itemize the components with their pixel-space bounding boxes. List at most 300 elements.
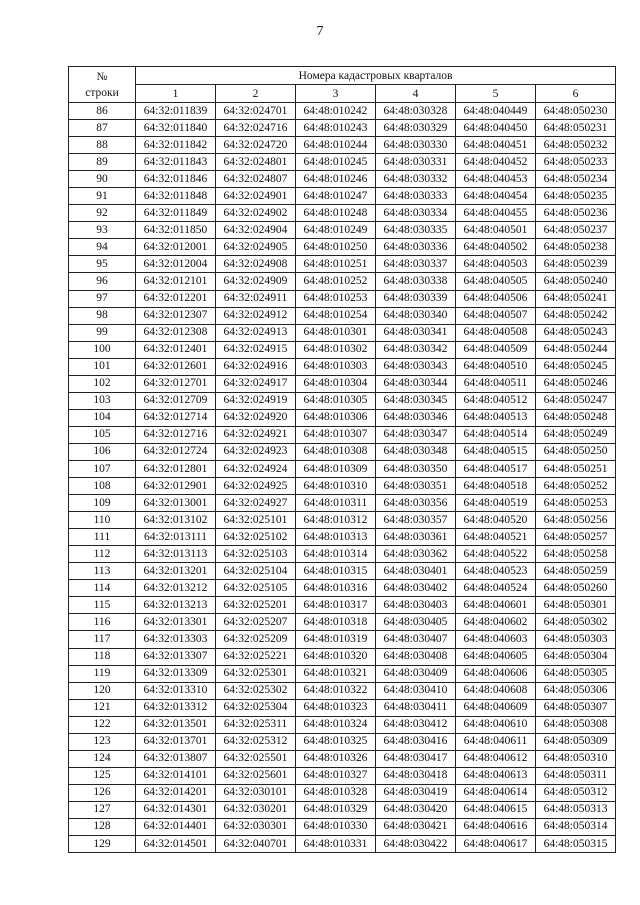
cadastral-number-cell: 64:48:050242 [536,307,616,324]
cadastral-number-cell: 64:48:030401 [376,563,456,580]
cadastral-number-cell: 64:48:010251 [296,256,376,273]
row-number-cell: 98 [69,307,136,324]
cadastral-number-cell: 64:48:040611 [456,733,536,750]
cadastral-number-cell: 64:32:013807 [136,750,216,767]
cadastral-number-cell: 64:32:024923 [216,443,296,460]
column-number-header: 1 [136,85,216,103]
cadastral-number-cell: 64:48:040522 [456,546,536,563]
row-number-cell: 119 [69,665,136,682]
cadastral-number-cell: 64:32:024904 [216,222,296,239]
cadastral-number-cell: 64:48:030402 [376,580,456,597]
column-number-header: 5 [456,85,536,103]
cadastral-number-cell: 64:48:040510 [456,358,536,375]
cadastral-number-cell: 64:48:030350 [376,460,456,477]
row-number-cell: 104 [69,409,136,426]
cadastral-quarters-table [68,66,616,853]
table-row [69,375,616,392]
cadastral-number-cell: 64:48:010315 [296,563,376,580]
cadastral-number-cell: 64:32:030201 [216,801,296,818]
cadastral-number-cell: 64:48:050314 [536,818,616,835]
table-row [69,665,616,682]
row-number-cell: 103 [69,392,136,409]
cadastral-number-cell: 64:48:040507 [456,307,536,324]
cadastral-number-cell: 64:32:013301 [136,614,216,631]
cadastral-number-cell: 64:32:014501 [136,836,216,853]
table-row [69,341,616,358]
table-header [69,67,616,103]
cadastral-number-cell: 64:48:010250 [296,239,376,256]
cadastral-number-cell: 64:48:050237 [536,222,616,239]
cadastral-number-cell: 64:32:025209 [216,631,296,648]
cadastral-number-cell: 64:48:040617 [456,836,536,853]
cadastral-number-cell: 64:48:050230 [536,103,616,120]
cadastral-number-cell: 64:48:050243 [536,324,616,341]
cadastral-number-cell: 64:48:050250 [536,443,616,460]
cadastral-number-cell: 64:32:030301 [216,818,296,835]
cadastral-number-cell: 64:48:010305 [296,392,376,409]
cadastral-number-cell: 64:48:040616 [456,818,536,835]
table-row [69,818,616,835]
cadastral-number-cell: 64:48:040515 [456,443,536,460]
cadastral-number-cell: 64:32:011850 [136,222,216,239]
cadastral-number-cell: 64:32:024801 [216,154,296,171]
row-number-cell: 89 [69,154,136,171]
cadastral-number-cell: 64:48:040524 [456,580,536,597]
cadastral-number-cell: 64:32:011843 [136,154,216,171]
cadastral-number-cell: 64:48:040503 [456,256,536,273]
row-number-cell: 105 [69,426,136,443]
row-number-cell: 121 [69,699,136,716]
cadastral-number-cell: 64:48:040605 [456,648,536,665]
cadastral-number-cell: 64:48:040615 [456,801,536,818]
cadastral-number-cell: 64:48:010314 [296,546,376,563]
cadastral-number-cell: 64:32:013310 [136,682,216,699]
cadastral-number-cell: 64:48:050238 [536,239,616,256]
cadastral-number-cell: 64:48:030405 [376,614,456,631]
cadastral-number-cell: 64:48:010318 [296,614,376,631]
cadastral-number-cell: 64:32:013309 [136,665,216,682]
cadastral-number-cell: 64:32:025105 [216,580,296,597]
row-number-cell: 118 [69,648,136,665]
table-row [69,614,616,631]
row-number-cell: 106 [69,443,136,460]
cadastral-number-cell: 64:48:040518 [456,478,536,495]
row-number-cell: 88 [69,137,136,154]
cadastral-number-cell: 64:48:010246 [296,171,376,188]
cadastral-number-cell: 64:48:050246 [536,375,616,392]
cadastral-number-cell: 64:32:014301 [136,801,216,818]
table-row [69,205,616,222]
cadastral-number-cell: 64:48:030348 [376,443,456,460]
cadastral-number-cell: 64:32:013113 [136,546,216,563]
cadastral-number-cell: 64:48:050306 [536,682,616,699]
page-number: 7 [316,24,324,39]
row-number-cell: 115 [69,597,136,614]
cadastral-number-cell: 64:48:010326 [296,750,376,767]
cadastral-number-cell: 64:32:013213 [136,597,216,614]
cadastral-number-cell: 64:48:010304 [296,375,376,392]
cadastral-number-cell: 64:32:025501 [216,750,296,767]
cadastral-number-cell: 64:32:011839 [136,103,216,120]
cadastral-number-cell: 64:48:050301 [536,597,616,614]
cadastral-number-cell: 64:32:013001 [136,495,216,512]
cadastral-number-cell: 64:48:040511 [456,375,536,392]
row-number-cell: 129 [69,836,136,853]
cadastral-number-cell: 64:48:040450 [456,120,536,137]
cadastral-number-cell: 64:32:025207 [216,614,296,631]
cadastral-number-cell: 64:48:010243 [296,120,376,137]
cadastral-number-cell: 64:32:012201 [136,290,216,307]
cadastral-number-cell: 64:48:050253 [536,495,616,512]
cadastral-number-cell: 64:48:010322 [296,682,376,699]
cadastral-number-cell: 64:48:040509 [456,341,536,358]
cadastral-number-cell: 64:48:040502 [456,239,536,256]
cadastral-number-cell: 64:32:012308 [136,324,216,341]
table-row [69,546,616,563]
cadastral-number-cell: 64:48:050303 [536,631,616,648]
cadastral-number-cell: 64:48:010253 [296,290,376,307]
cadastral-number-cell: 64:48:040610 [456,716,536,733]
cadastral-number-cell: 64:32:024911 [216,290,296,307]
table-row [69,392,616,409]
cadastral-number-cell: 64:32:025201 [216,597,296,614]
cadastral-number-cell: 64:48:030340 [376,307,456,324]
cadastral-number-cell: 64:48:050234 [536,171,616,188]
row-number-cell: 87 [69,120,136,137]
cadastral-number-cell: 64:48:030334 [376,205,456,222]
row-number-cell: 108 [69,478,136,495]
table-row [69,443,616,460]
table-row [69,460,616,477]
cadastral-number-cell: 64:48:050310 [536,750,616,767]
cadastral-number-cell: 64:48:010331 [296,836,376,853]
cadastral-number-cell: 64:48:030345 [376,392,456,409]
group-title-header: Номера кадастровых кварталов [136,67,616,85]
row-number-cell: 127 [69,801,136,818]
cadastral-number-cell: 64:48:030412 [376,716,456,733]
cadastral-number-cell: 64:48:030329 [376,120,456,137]
cadastral-number-cell: 64:32:013501 [136,716,216,733]
cadastral-number-cell: 64:48:010245 [296,154,376,171]
cadastral-number-cell: 64:48:040614 [456,784,536,801]
cadastral-number-cell: 64:48:050260 [536,580,616,597]
cadastral-number-cell: 64:48:040601 [456,597,536,614]
cadastral-number-cell: 64:48:050305 [536,665,616,682]
cadastral-number-cell: 64:48:030338 [376,273,456,290]
table-row [69,256,616,273]
cadastral-number-cell: 64:48:050315 [536,836,616,853]
cadastral-number-cell: 64:32:024919 [216,392,296,409]
row-number-cell: 94 [69,239,136,256]
cadastral-number-cell: 64:48:040455 [456,205,536,222]
cadastral-number-cell: 64:48:030341 [376,324,456,341]
cadastral-number-cell: 64:48:050235 [536,188,616,205]
row-number-cell: 120 [69,682,136,699]
table-row [69,409,616,426]
cadastral-number-cell: 64:48:050245 [536,358,616,375]
table-row [69,103,616,120]
column-number-header: 3 [296,85,376,103]
cadastral-number-cell: 64:48:030418 [376,767,456,784]
row-number-cell: 114 [69,580,136,597]
cadastral-number-cell: 64:48:010301 [296,324,376,341]
cadastral-number-cell: 64:32:012004 [136,256,216,273]
cadastral-number-cell: 64:32:012724 [136,443,216,460]
table-row [69,171,616,188]
cadastral-number-cell: 64:48:010252 [296,273,376,290]
cadastral-number-cell: 64:48:010320 [296,648,376,665]
cadastral-number-cell: 64:32:024917 [216,375,296,392]
cadastral-number-cell: 64:48:050251 [536,460,616,477]
cadastral-number-cell: 64:48:040514 [456,426,536,443]
cadastral-number-cell: 64:48:010312 [296,512,376,529]
cadastral-number-cell: 64:48:030407 [376,631,456,648]
cadastral-number-cell: 64:48:030403 [376,597,456,614]
row-number-header-line1: № [96,70,108,83]
cadastral-number-cell: 64:32:024916 [216,358,296,375]
row-number-cell: 102 [69,375,136,392]
cadastral-number-cell: 64:32:012716 [136,426,216,443]
cadastral-number-cell: 64:32:012001 [136,239,216,256]
cadastral-number-cell: 64:48:030419 [376,784,456,801]
cadastral-number-cell: 64:48:010327 [296,767,376,784]
cadastral-number-cell: 64:48:050304 [536,648,616,665]
cadastral-number-cell: 64:48:030409 [376,665,456,682]
cadastral-number-cell: 64:32:011846 [136,171,216,188]
cadastral-number-cell: 64:48:040609 [456,699,536,716]
cadastral-number-cell: 64:48:040505 [456,273,536,290]
table-row [69,478,616,495]
cadastral-number-cell: 64:48:010254 [296,307,376,324]
cadastral-number-cell: 64:48:010324 [296,716,376,733]
row-number-cell: 99 [69,324,136,341]
row-number-cell: 101 [69,358,136,375]
cadastral-number-cell: 64:48:010311 [296,495,376,512]
cadastral-number-cell: 64:48:050302 [536,614,616,631]
cadastral-number-cell: 64:48:030362 [376,546,456,563]
cadastral-number-cell: 64:32:024915 [216,341,296,358]
cadastral-number-cell: 64:48:040521 [456,529,536,546]
cadastral-number-cell: 64:48:040523 [456,563,536,580]
cadastral-number-cell: 64:32:024902 [216,205,296,222]
table-row [69,358,616,375]
cadastral-number-cell: 64:48:040506 [456,290,536,307]
table-row [69,580,616,597]
cadastral-number-cell: 64:48:050256 [536,512,616,529]
table-row [69,307,616,324]
cadastral-number-cell: 64:48:030344 [376,375,456,392]
cadastral-number-cell: 64:48:030357 [376,512,456,529]
cadastral-number-cell: 64:32:024913 [216,324,296,341]
cadastral-number-cell: 64:32:024924 [216,460,296,477]
row-number-cell: 116 [69,614,136,631]
cadastral-number-cell: 64:48:030351 [376,478,456,495]
row-number-cell: 97 [69,290,136,307]
cadastral-number-cell: 64:32:025104 [216,563,296,580]
table-row [69,154,616,171]
cadastral-number-cell: 64:32:025102 [216,529,296,546]
row-number-cell: 112 [69,546,136,563]
cadastral-number-cell: 64:32:025311 [216,716,296,733]
cadastral-number-cell: 64:48:030347 [376,426,456,443]
table-row [69,631,616,648]
cadastral-number-cell: 64:48:040608 [456,682,536,699]
cadastral-number-cell: 64:32:024927 [216,495,296,512]
table-row [69,324,616,341]
cadastral-number-cell: 64:48:040451 [456,137,536,154]
row-number-cell: 113 [69,563,136,580]
cadastral-number-cell: 64:48:030332 [376,171,456,188]
cadastral-number-cell: 64:48:010323 [296,699,376,716]
cadastral-number-cell: 64:48:010306 [296,409,376,426]
cadastral-number-cell: 64:32:024909 [216,273,296,290]
cadastral-number-cell: 64:32:030101 [216,784,296,801]
cadastral-number-cell: 64:48:010317 [296,597,376,614]
cadastral-number-cell: 64:48:030422 [376,836,456,853]
cadastral-number-cell: 64:48:040606 [456,665,536,682]
cadastral-number-cell: 64:48:030416 [376,733,456,750]
table-row [69,426,616,443]
cadastral-number-cell: 64:48:010244 [296,137,376,154]
cadastral-number-cell: 64:32:012307 [136,307,216,324]
row-number-cell: 107 [69,460,136,477]
cadastral-number-cell: 64:48:050257 [536,529,616,546]
row-number-cell: 111 [69,529,136,546]
cadastral-number-cell: 64:48:030420 [376,801,456,818]
cadastral-number-cell: 64:48:050248 [536,409,616,426]
cadastral-number-cell: 64:48:040454 [456,188,536,205]
cadastral-number-cell: 64:32:012701 [136,375,216,392]
cadastral-number-cell: 64:48:010325 [296,733,376,750]
cadastral-number-cell: 64:32:024807 [216,171,296,188]
cadastral-number-cell: 64:32:014201 [136,784,216,801]
cadastral-number-cell: 64:48:050231 [536,120,616,137]
table-row [69,784,616,801]
cadastral-number-cell: 64:48:040520 [456,512,536,529]
cadastral-number-cell: 64:48:050247 [536,392,616,409]
cadastral-number-cell: 64:48:010316 [296,580,376,597]
column-number-header: 6 [536,85,616,103]
cadastral-number-cell: 64:48:040453 [456,171,536,188]
cadastral-number-cell: 64:48:050252 [536,478,616,495]
cadastral-number-cell: 64:48:010321 [296,665,376,682]
row-number-cell: 90 [69,171,136,188]
row-number-cell: 117 [69,631,136,648]
cadastral-number-cell: 64:32:012714 [136,409,216,426]
row-number-cell: 123 [69,733,136,750]
cadastral-number-cell: 64:32:013303 [136,631,216,648]
table-row [69,273,616,290]
cadastral-number-cell: 64:32:011842 [136,137,216,154]
table-row [69,682,616,699]
column-number-header: 4 [376,85,456,103]
cadastral-number-cell: 64:32:025301 [216,665,296,682]
table-row [69,750,616,767]
cadastral-number-cell: 64:48:050232 [536,137,616,154]
cadastral-number-cell: 64:32:012601 [136,358,216,375]
cadastral-number-cell: 64:48:010310 [296,478,376,495]
cadastral-number-cell: 64:48:030417 [376,750,456,767]
cadastral-number-cell: 64:48:030335 [376,222,456,239]
cadastral-number-cell: 64:48:040449 [456,103,536,120]
row-number-cell: 91 [69,188,136,205]
cadastral-number-cell: 64:48:030342 [376,341,456,358]
cadastral-number-cell: 64:48:050240 [536,273,616,290]
table-row [69,716,616,733]
cadastral-number-cell: 64:32:024905 [216,239,296,256]
cadastral-number-cell: 64:48:050313 [536,801,616,818]
cadastral-number-cell: 64:48:030328 [376,103,456,120]
cadastral-number-cell: 64:32:025101 [216,512,296,529]
cadastral-number-cell: 64:32:014401 [136,818,216,835]
cadastral-number-cell: 64:48:010330 [296,818,376,835]
row-number-header [69,67,136,103]
table-row [69,563,616,580]
cadastral-number-cell: 64:32:025601 [216,767,296,784]
cadastral-number-cell: 64:32:025302 [216,682,296,699]
cadastral-number-cell: 64:32:012801 [136,460,216,477]
cadastral-number-cell: 64:32:025312 [216,733,296,750]
cadastral-number-cell: 64:32:024908 [216,256,296,273]
column-number-header: 2 [216,85,296,103]
table-row [69,529,616,546]
cadastral-number-cell: 64:32:014101 [136,767,216,784]
cadastral-number-cell: 64:48:040602 [456,614,536,631]
table-row [69,222,616,239]
cadastral-number-cell: 64:32:013212 [136,580,216,597]
cadastral-number-cell: 64:32:024912 [216,307,296,324]
table-row [69,120,616,137]
cadastral-number-cell: 64:32:040701 [216,836,296,853]
row-number-cell: 100 [69,341,136,358]
cadastral-number-cell: 64:32:025103 [216,546,296,563]
cadastral-number-cell: 64:48:040513 [456,409,536,426]
cadastral-number-cell: 64:32:011849 [136,205,216,222]
cadastral-number-cell: 64:32:024716 [216,120,296,137]
cadastral-number-cell: 64:48:040508 [456,324,536,341]
cadastral-number-cell: 64:32:025221 [216,648,296,665]
cadastral-number-cell: 64:48:030331 [376,154,456,171]
table-row [69,836,616,853]
cadastral-number-cell: 64:48:010303 [296,358,376,375]
cadastral-number-cell: 64:32:024720 [216,137,296,154]
cadastral-number-cell: 64:32:024701 [216,103,296,120]
cadastral-number-cell: 64:48:050241 [536,290,616,307]
cadastral-number-cell: 64:48:030421 [376,818,456,835]
cadastral-number-cell: 64:32:013701 [136,733,216,750]
cadastral-number-cell: 64:48:010328 [296,784,376,801]
cadastral-number-cell: 64:48:010329 [296,801,376,818]
cadastral-number-cell: 64:48:040613 [456,767,536,784]
cadastral-number-cell: 64:48:040612 [456,750,536,767]
cadastral-number-cell: 64:48:030343 [376,358,456,375]
row-number-header-line2: строки [85,86,119,99]
cadastral-number-cell: 64:48:050311 [536,767,616,784]
cadastral-number-cell: 64:48:050307 [536,699,616,716]
row-number-cell: 92 [69,205,136,222]
cadastral-number-cell: 64:48:030337 [376,256,456,273]
cadastral-number-cell: 64:48:050233 [536,154,616,171]
cadastral-number-cell: 64:48:010309 [296,460,376,477]
cadastral-number-cell: 64:48:050239 [536,256,616,273]
cadastral-number-cell: 64:48:030333 [376,188,456,205]
cadastral-number-cell: 64:48:030356 [376,495,456,512]
cadastral-number-cell: 64:48:030336 [376,239,456,256]
cadastral-number-cell: 64:32:013111 [136,529,216,546]
cadastral-number-cell: 64:48:010302 [296,341,376,358]
cadastral-number-cell: 64:48:030346 [376,409,456,426]
cadastral-number-cell: 64:32:012901 [136,478,216,495]
